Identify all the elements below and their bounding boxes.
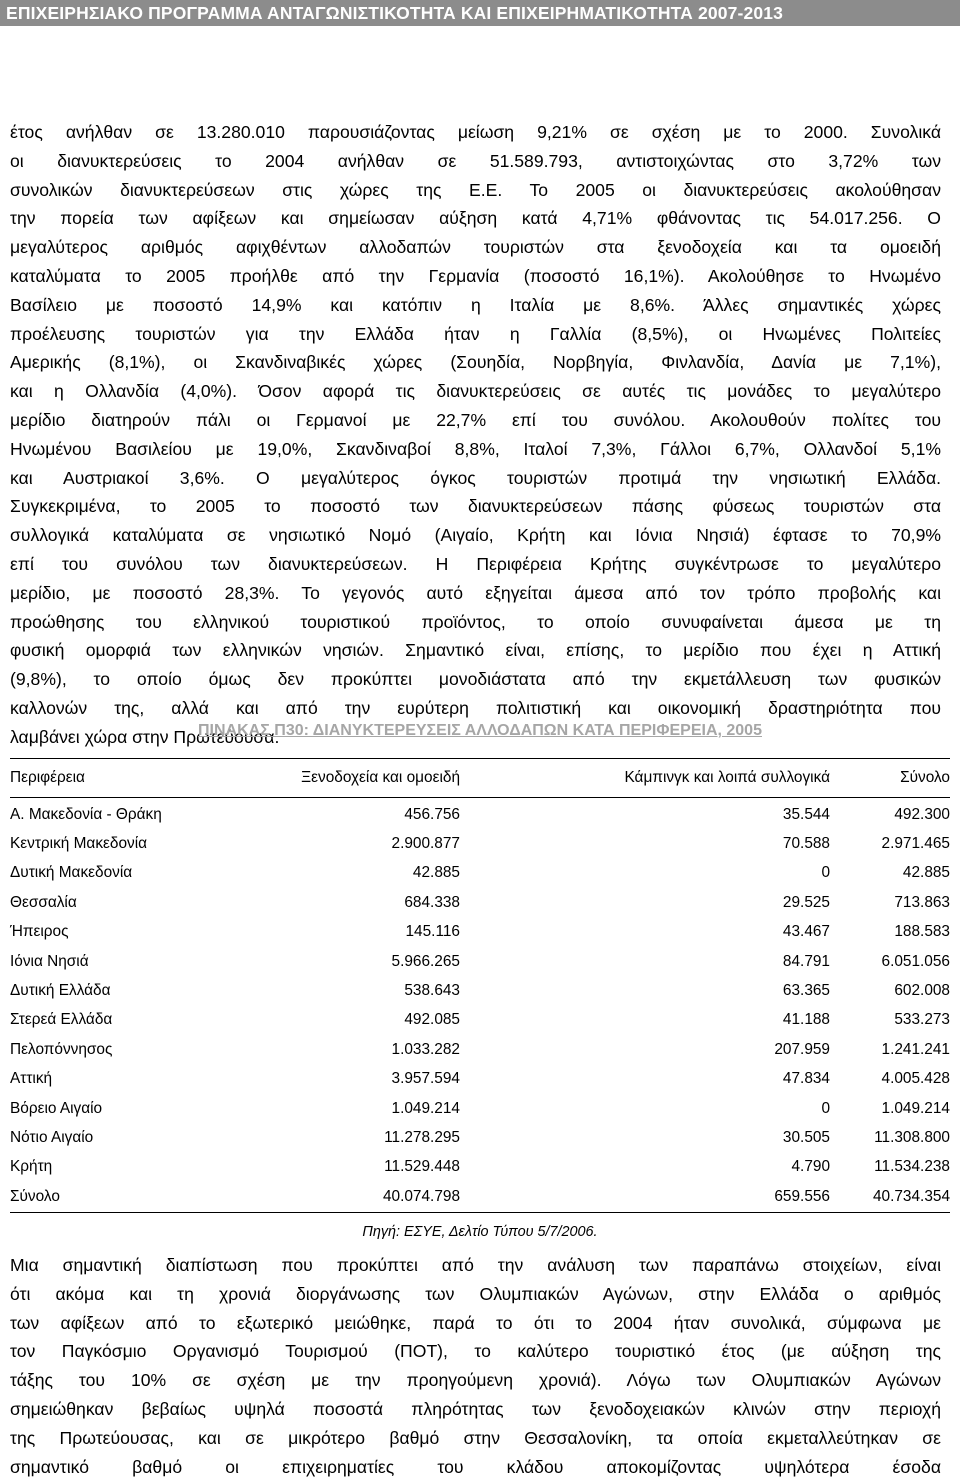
table-body [10,800,950,1211]
table-row [10,1035,950,1064]
text-line: Αμερικής (8,1%), οι Σκανδιναβικές χώρες (Σουηδία, Νορβηγία, Φινλανδία, Δανία με 7,1%), [10,352,941,373]
table-row [10,1182,950,1211]
cell-camping: 4.790 [791,1158,830,1176]
text-line: μερίδιο διατηρούν πάλι οι Γερμανοί με 22,7% επί του συνόλου. Ακολουθούν πολίτες του [10,409,941,430]
header-title: ΕΠΙΧΕΙΡΗΣΙΑΚΟ ΠΡΟΓΡΑΜΜΑ ΑΝΤΑΓΩΝΙΣΤΙΚΟΤΗΤΑ ΚΑΙ ΕΠΙΧΕΙΡΗΜΑΤΙΚΟΤΗΤΑ 2007-2013 [6,3,783,23]
cell-hotels: 2.900.877 [391,835,460,853]
cell-total: 2.971.465 [881,835,950,853]
text-line: Βασίλειο με ποσοστό 14,9% και κατόπιν η Ιταλία με 8,6%. Άλλες σημαντικές χώρες [10,294,941,315]
table-header-row [10,758,950,798]
table-row [10,1153,950,1182]
overnight-stays-table [10,758,950,1213]
text-line: προώθησης του ελληνικού τουριστικού προϊόντος, το οποίο συνυφαίνεται άμεσα με τη [10,611,941,632]
cell-region: Πελοπόννησος [10,1040,113,1058]
cell-total: 533.273 [894,1011,950,1029]
cell-camping: 70.588 [782,835,830,853]
paragraph-olympic-games [10,1251,941,1481]
table-row [10,829,950,858]
text-line: της Πρωτεύουσας, και σε μικρότερο βαθμό στην Θεσσαλονίκη, τα οποία εκμεταλλεύτηκαν σε [10,1427,941,1448]
table-row [10,976,950,1005]
text-line: επί του συνόλου των διανυκτερεύσεων. Η Περιφέρεια Κρήτης συγκέντρωσε το μεγαλύτερο [10,553,941,574]
table-caption: ΠΙΝΑΚΑΣ Π30: ΔΙΑΝΥΚΤΕΡΕΥΣΕΙΣ ΑΛΛΟΔΑΠΩΝ ΚΑΤΑ ΠΕΡΙΦΕΡΕΙΑ, 2005 [198,722,762,739]
cell-hotels: 538.643 [404,982,460,1000]
cell-region: Α. Μακεδονία - Θράκη [10,805,162,823]
cell-total: 1.049.214 [881,1099,950,1117]
cell-total: 188.583 [894,923,950,941]
text-line: προέλευσης τουριστών για την Ελλάδα ήταν η Γαλλία (8,5%), οι Ηνωμένες Πολιτείες [10,323,941,344]
cell-camping: 41.188 [782,1011,830,1029]
cell-region: Δυτική Ελλάδα [10,982,111,1000]
table-row [10,1094,950,1123]
text-line: οι διανυκτερεύσεις το 2004 ανήλθαν σε 51.589.793, αντιστοιχώντας στο 3,72% των [10,150,941,171]
text-line: τον Παγκόσμιο Οργανισμό Τουρισμού (ΠΟΤ), το καλύτερο τουριστικό έτος (με αύξηση της [10,1341,941,1362]
cell-hotels: 684.338 [404,893,460,911]
paragraph-tourism-arrivals [10,118,941,752]
table-row [10,859,950,888]
table-row [10,1006,950,1035]
cell-total: 6.051.056 [881,952,950,970]
cell-region: Νότιο Αιγαίο [10,1128,94,1146]
cell-total: 713.863 [894,893,950,911]
text-line: Μια σημαντική διαπίστωση που προκύπτει από την ανάλυση των παραπάνω στοιχείων, είναι [10,1255,941,1275]
table-row [10,947,950,976]
text-line: συλλογικά καταλύματα σε νησιωτικό Νομό (Αιγαίο, Κρήτη και Ιόνια Νησιά) έφτασε το 70,9% [10,525,941,546]
text-line: και Αυστριακοί 3,6%. Ο μεγαλύτερος όγκος τουριστών προτιμά την νησιωτική Ελλάδα. [10,467,941,488]
cell-region: Δυτική Μακεδονία [10,864,133,882]
cell-total: 11.534.238 [874,1158,950,1176]
text-line: και η Ολλανδία (4,0%). Όσον αφορά τις διανυκτερεύσεις σε αυτές τις μονάδες το μεγαλύτερο [10,381,941,402]
cell-camping: 35.544 [782,805,830,823]
cell-hotels: 1.033.282 [391,1040,460,1058]
text-line: μεγαλύτερος αριθμός αφιχθέντων αλλοδαπών τουριστών στα ξενοδοχεία και τα ομοειδή [10,237,941,258]
cell-region: Κεντρική Μακεδονία [10,835,148,853]
text-line: τάξης του 10% σε σχέση με την προηγούμενη χρονιά). Λόγω των Ολυμπιακών Αγώνων [10,1370,941,1391]
cell-region: Θεσσαλία [10,893,77,911]
cell-region: Βόρειο Αιγαίο [10,1099,103,1117]
cell-total: 492.300 [894,805,950,823]
cell-hotels: 42.885 [412,864,460,882]
column-header-camping: Κάμπινγκ και λοιπά συλλογικά [624,769,830,786]
text-line: την πορεία των αφίξεων και σημείωσαν αύξηση κατά 4,71% φθάνοντας τις 54.017.256. Ο [10,208,941,229]
text-line: έτος ανήλθαν σε 13.280.010 παρουσιάζοντας μείωση 9,21% σε σχέση με το 2000. Συνολικά [10,122,941,142]
text-line: των αφίξεων από το εξωτερικό μειώθηκε, παρά το ότι το 2004 ήταν συνολικά, σύμφωνα με [10,1312,941,1333]
text-line: (9,8%), το οποίο όμως δεν προκύπτει μονοδιάστατα από την εκμετάλλευση των φυσικών [10,669,941,690]
cell-region: Ιόνια Νησιά [10,952,89,970]
cell-camping: 84.791 [782,952,830,970]
cell-region: Αττική [10,1070,53,1088]
cell-total: 4.005.428 [881,1070,950,1088]
text-line: καλλονών της, αλλά και από την ευρύτερη πολιτιστική και οικονομική δραστηριότητα που [10,697,941,718]
cell-hotels: 5.966.265 [391,952,460,970]
document-header-banner [0,0,960,26]
table-row [10,800,950,829]
text-line: ότι ακόμα και τη χρονιά διοργάνωσης των Ολυμπιακών Αγώνων, στην Ελλάδα ο αριθμός [10,1283,941,1304]
cell-camping: 29.525 [782,893,830,911]
text-line: σημαντικό βαθμό οι επιχειρηματίες του κλάδου αποκομίζοντας υψηλότερα έσοδα [10,1456,941,1477]
column-header-region: Περιφέρεια [10,769,85,786]
cell-camping: 207.959 [774,1040,830,1058]
cell-region: Σύνολο [10,1187,60,1205]
cell-region: Ήπειρος [10,923,69,941]
cell-total: 1.241.241 [881,1040,950,1058]
column-header-hotels: Ξενοδοχεία και ομοειδή [301,769,460,786]
cell-region: Στερεά Ελλάδα [10,1011,113,1029]
cell-total: 42.885 [902,864,950,882]
cell-region: Κρήτη [10,1158,53,1176]
cell-hotels: 11.529.448 [384,1158,460,1176]
cell-hotels: 40.074.798 [382,1187,460,1205]
cell-camping: 63.365 [782,982,830,1000]
cell-hotels: 492.085 [404,1011,460,1029]
cell-total: 40.734.354 [872,1187,950,1205]
cell-hotels: 3.957.594 [391,1070,460,1088]
cell-hotels: 145.116 [405,923,460,941]
cell-hotels: 1.049.214 [391,1099,460,1117]
cell-hotels: 456.756 [404,805,460,823]
cell-camping: 43.467 [782,923,830,941]
cell-total: 602.008 [894,982,950,1000]
table-row [10,918,950,947]
cell-hotels: 11.278.295 [384,1128,460,1146]
table-row [10,1065,950,1094]
text-line: σημειώθηκαν βεβαίως υψηλά ποσοστά πληρότητας των ξενοδοχειακών κλινών στην περιοχή [10,1398,941,1419]
text-line: συνολικών διανυκτερεύσεων στις χώρες της Ε.Ε. Το 2005 οι διανυκτερεύσεις ακολούθησαν [10,179,941,200]
table-row [10,1123,950,1152]
column-header-total: Σύνολο [900,769,950,786]
cell-camping: 0 [821,864,830,882]
table-source-note: Πηγή: ΕΣΥΕ, Δελτίο Τύπου 5/7/2006. [362,1224,598,1240]
cell-camping: 30.505 [782,1128,830,1146]
cell-total: 11.308.800 [874,1128,950,1146]
cell-camping: 47.834 [782,1070,830,1088]
text-line: λαμβάνει χώρα στην Πρωτεύουσα. [10,726,280,747]
text-line: Συγκεκριμένα, το 2005 το ποσοστό των διανυκτερεύσεων πάσης φύσεως τουριστών στα [10,496,941,517]
text-line: καταλύματα το 2005 προήλθε από την Γερμανία (ποσοστό 16,1%). Ακολούθησε το Ηνωμένο [10,265,941,286]
text-line: Ηνωμένου Βασιλείου με 19,0%, Σκανδιναβοί 8,8%, Ιταλοί 7,3%, Γάλλοι 6,7%, Ολλανδοί 5,1% [10,438,941,459]
text-line: μερίδιο, με ποσοστό 28,3%. Το γεγονός αυτό εξηγείται άμεσα από τον τρόπο προβολής και [10,582,941,603]
text-line: φυσική ομορφιά των ελληνικών νησιών. Σημαντικό είναι, επίσης, το μερίδιο που έχει η Αττική [10,640,941,661]
table-bottom-rule [10,1211,950,1213]
cell-camping: 659.556 [774,1187,830,1205]
table-row [10,888,950,917]
cell-camping: 0 [821,1099,830,1117]
